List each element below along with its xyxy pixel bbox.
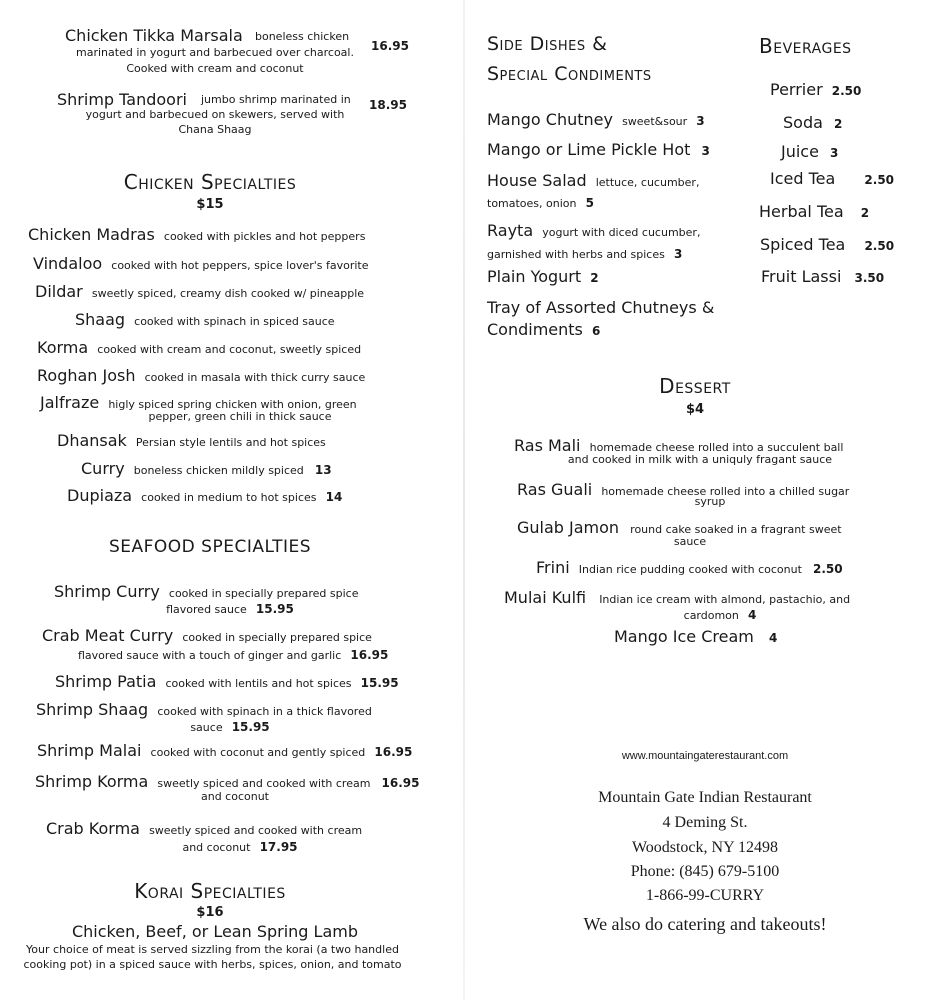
item-desc: cooked with cream and coconut, sweetly spiced [97,343,362,356]
menu-item [75,310,335,329]
section-price-korai: $16 [196,905,224,920]
item-price: 17.95 [259,840,298,854]
item-name: Gulab Jamon [517,518,620,537]
item-desc: sweetly spiced, creamy dish cooked w/ pineapple [91,287,365,300]
item-desc: higly spiced spring chicken with onion, green [108,398,357,411]
item-name: Mango or Lime Pickle Hot [487,140,691,159]
menu-item [487,267,599,286]
item-name: Perrier [770,80,823,99]
item-name: Herbal Tea [759,202,844,221]
item-price: 3 [673,247,683,261]
item-name: Shrimp Patia [55,672,157,691]
item-price: 3 [696,114,705,128]
dessert-item [614,627,777,646]
item-desc: cooked with pickles and hot peppers [163,230,366,243]
item-desc: round cake soaked in a fragrant sweet [630,523,842,536]
item-desc: lettuce, cucumber, [595,176,700,189]
item-name: Juice [781,142,819,161]
item-desc: jumbo shrimp marinated in [201,93,351,106]
beverage-item [770,80,861,99]
item-desc: cooked in specially prepared spice [168,587,359,600]
item-desc: sauce [190,721,223,734]
item-desc: garnished with herbs and spices [487,248,665,261]
section-title-dessert: Dessert [659,374,731,398]
item-price: 4 [768,631,778,645]
menu-item [67,486,342,505]
item-desc: cooked in specially prepared spice [182,631,372,644]
item-price: 18.95 [369,98,407,112]
catering-tagline: We also do catering and takeouts! [583,914,827,934]
section-price-dessert: $4 [685,402,705,417]
menu-item [33,254,369,273]
item-name: Jalfraze [40,393,100,412]
item-desc: and coconut [182,841,251,854]
item-name: Shrimp Korma [35,772,149,791]
item-desc: Indian rice pudding cooked with coconut [578,563,802,576]
menu-item [57,431,326,450]
item-desc: homemade cheese rolled into a succulent ball [589,441,844,454]
item-desc: cardomon [683,609,739,622]
menu-item [487,140,710,159]
item-name: Spiced Tea [760,235,846,254]
item-name: Shrimp Malai [37,741,142,760]
section-title-korai: Korai Specialties [134,879,286,903]
beverage-item [759,202,869,221]
item-name: Shrimp Shaag [36,700,149,719]
item-desc: sweet&sour [622,115,688,128]
menu-item-line2 [487,243,682,262]
item-price: 6 [591,324,601,338]
item-desc: cooked with hot peppers, spice lover's favorite [111,259,369,272]
item-name: Chicken Madras [28,225,155,244]
menu-item [37,338,361,357]
item-price: 3.50 [854,271,885,285]
item-name: Crab Meat Curry [42,626,174,645]
menu-item-line2 [487,192,594,211]
beverage-item [781,142,838,161]
menu-item [55,672,399,691]
item-desc: Chana Shaag [178,123,252,136]
section-title-sides: Side Dishes & [487,33,608,55]
item-price: 15.95 [231,720,270,734]
item-desc: cooked in masala with thick curry sauce [144,371,366,384]
phone-number-alt: 1-866-99-CURRY [645,887,765,904]
item-price: 16.95 [381,776,420,790]
item-name: Iced Tea [770,169,836,188]
item-desc: yogurt and barbecued on skewers, served with [85,108,345,121]
item-name: Vindaloo [33,254,103,273]
menu-item-line2 [60,836,420,855]
dessert-item [536,558,843,577]
item-desc: cooked with lentils and hot spices [165,677,352,690]
item-desc: flavored sauce [166,603,247,616]
menu-item [487,221,700,240]
item-name: Dildar [35,282,83,301]
item-desc: flavored sauce with a touch of ginger and garlic [78,649,342,662]
restaurant-name: Mountain Gate Indian Restaurant [598,789,812,806]
item-name: Mango Chutney [487,110,613,129]
item-name: Crab Korma [46,819,140,838]
section-title-beverages: Beverages [759,34,852,58]
section-price-chicken: $15 [196,197,224,212]
item-price: 2 [860,206,870,220]
menu-item [28,225,365,244]
section-title-seafood: SEAFOOD SPECIALTIES [108,537,312,557]
item-name: Ras Guali [517,480,593,499]
item-desc: cooked in medium to hot spices [141,491,317,504]
item-price: 3 [701,144,710,158]
korai-desc: Your choice of meat is served sizzling from the korai (a two handled [26,943,399,956]
item-desc: boneless chicken mildly spiced [133,464,304,477]
item-name: Condiments [487,320,583,339]
item-desc: yogurt with diced cucumber, [542,226,701,239]
korai-subtitle: Chicken, Beef, or Lean Spring Lamb [71,922,358,941]
item-price: 5 [585,196,594,210]
item-name: Shrimp Curry [54,582,160,601]
item-name: Shaag [75,310,126,329]
item-desc: sweetly spiced and cooked with cream [149,824,363,837]
item-price: 4 [747,608,757,622]
menu-item [42,626,372,645]
item-desc: cooked with coconut and gently spiced [150,746,366,759]
menu-item-line2 [60,598,400,617]
section-title-sides-2: Special Condiments [487,63,652,85]
item-name: Curry [81,459,125,478]
item-desc: syrup [694,495,726,508]
item-name: Tray of Assorted Chutneys & [487,298,715,317]
menu-item [37,366,365,385]
item-desc: and coconut [200,790,269,803]
item-name: Dhansak [57,431,127,450]
menu-item [487,110,705,129]
item-price: 16.95 [374,745,413,759]
item-desc: pepper, green chili in thick sauce [148,410,332,423]
item-name: Mulai Kulfi [504,588,587,607]
item-name: Plain Yogurt [487,267,582,286]
korai-desc: cooking pot) in a spiced sauce with herbs, spices, onion, and tomato [23,958,402,971]
item-desc: cooked with spinach in spiced sauce [134,315,335,328]
beverage-item [761,267,884,286]
menu-item-line2 [487,320,600,339]
item-name: Korma [37,338,89,357]
menu-item [487,171,699,190]
menu-item [35,282,364,301]
item-name: Soda [783,113,823,132]
item-desc: Cooked with cream and coconut [126,62,304,75]
item-price: 13 [314,463,332,477]
menu-item-line2 [60,716,400,735]
beverage-item [760,235,894,254]
item-name: Fruit Lassi [761,267,842,286]
item-price: 2 [590,271,599,285]
menu-item [35,772,420,791]
item-desc: sweetly spiced and cooked with cream [157,777,371,790]
item-price: 15.95 [255,602,294,616]
item-price: 16.95 [350,648,389,662]
item-price: 2.50 [864,173,895,187]
section-title-chicken: Chicken Specialties [123,170,297,194]
item-desc: marinated in yogurt and barbecued over charcoal. [76,46,354,59]
item-name: Roghan Josh [37,366,136,385]
item-name: Ras Mali [514,436,581,455]
item-price: 2.50 [831,84,862,98]
beverage-item [783,113,842,132]
page-fold [463,0,465,1000]
item-name: Frini [536,558,570,577]
item-price: 15.95 [360,676,399,690]
item-name: Shrimp Tandoori [57,90,187,109]
address-city: Woodstock, NY 12498 [631,839,779,856]
website-link[interactable]: www.mountaingaterestaurant.com [621,750,789,762]
item-desc: boneless chicken [255,30,350,43]
item-desc: Persian style lentils and hot spices [135,436,326,449]
item-name: Dupiaza [67,486,133,505]
item-desc: sauce [673,535,707,548]
menu-item-line2 [78,644,388,663]
item-name: House Salad [487,171,587,190]
beverage-item [770,169,894,188]
item-price: 16.95 [371,39,409,53]
item-price: 14 [325,490,343,504]
menu-item [81,459,332,478]
item-price: 2.50 [864,239,895,253]
phone-number: Phone: (845) 679-5100 [630,863,780,880]
item-desc: homemade cheese rolled into a chilled sugar [601,485,850,498]
address-street: 4 Deming St. [662,814,748,831]
item-name: Rayta [487,221,534,240]
item-price: 2.50 [813,562,843,576]
item-desc: tomatoes, onion [487,197,577,210]
menu-item-line2 [520,604,920,623]
item-desc: cooked with spinach in a thick flavored [157,705,372,718]
item-price: 2 [834,117,843,131]
item-name: Chicken Tikka Marsala [65,26,243,45]
item-desc: Indian ice cream with almond, pastachio, and [599,593,851,606]
menu-item [37,741,412,760]
item-price: 3 [830,146,839,160]
item-name: Mango Ice Cream [614,627,754,646]
item-desc: and cooked in milk with a uniquly fragant sauce [567,453,833,466]
